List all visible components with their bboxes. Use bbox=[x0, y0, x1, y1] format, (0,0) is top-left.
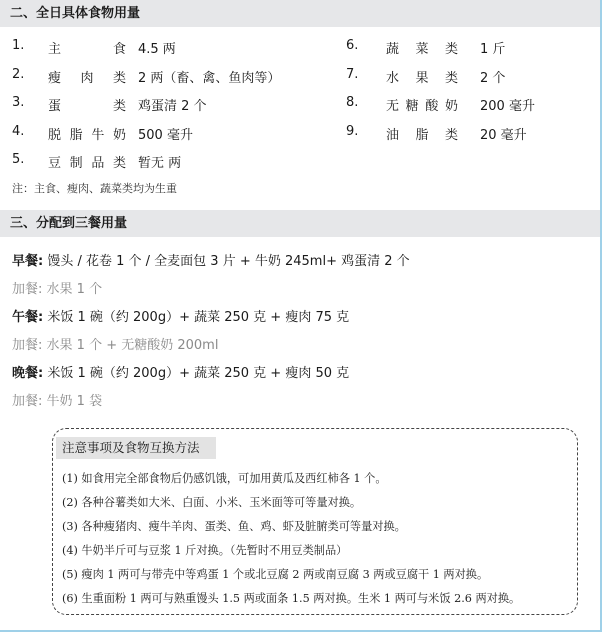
raw-weight-note: 注：主食、瘦肉、蔬菜类均为生重 bbox=[12, 182, 177, 195]
meal-row-snack: 加餐: 水果 1 个 bbox=[12, 282, 103, 297]
meal-row-lunch: 午餐: 米饭 1 碗（约 200g）+ 蔬菜 250 克 + 瘦肉 75 克 bbox=[12, 310, 350, 325]
tip-item: (4) 牛奶半斤可与豆浆 1 斤对换。（先暂时不用豆类制品） bbox=[62, 544, 348, 557]
tip-item: (2) 各种谷薯类如大米、白面、小米、玉米面等可等量对换。 bbox=[62, 496, 362, 509]
tip-item: (3) 各种瘦猪肉、瘦牛羊肉、蛋类、鱼、鸡、虾及脏腑类可等量对换。 bbox=[62, 520, 406, 533]
meal-row-breakfast: 早餐: 馒头 / 花卷 1 个 / 全麦面包 3 片 + 牛奶 245ml+ 鸡蛋清 2 个 bbox=[12, 254, 410, 269]
tip-item: (5) 瘦肉 1 两可与带壳中等鸡蛋 1 个或北豆腐 2 两或南豆腐 3 两或豆腐干 1 两对换。 bbox=[62, 568, 489, 581]
section-title-daily-food: 二、全日具体食物用量 bbox=[0, 0, 600, 27]
section-title-meal-distribution: 三、分配到三餐用量 bbox=[0, 210, 600, 237]
tip-item: (6) 生重面粉 1 两可与熟重馒头 1.5 两或面条 1.5 两对换。生米 1 两可与米饭 2.6 两对换。 bbox=[62, 592, 521, 605]
meal-row-dinner: 晚餐: 米饭 1 碗（约 200g）+ 蔬菜 250 克 + 瘦肉 50 克 bbox=[12, 366, 350, 381]
meal-row-snack: 加餐: 牛奶 1 袋 bbox=[12, 394, 103, 409]
meal-row-snack: 加餐: 水果 1 个 + 无糖酸奶 200ml bbox=[12, 338, 219, 353]
tips-title: 注意事项及食物互换方法 bbox=[56, 437, 216, 459]
tip-item: (1) 如食用完全部食物后仍感饥饿，可加用黄瓜及西红柿各 1 个。 bbox=[62, 472, 387, 485]
